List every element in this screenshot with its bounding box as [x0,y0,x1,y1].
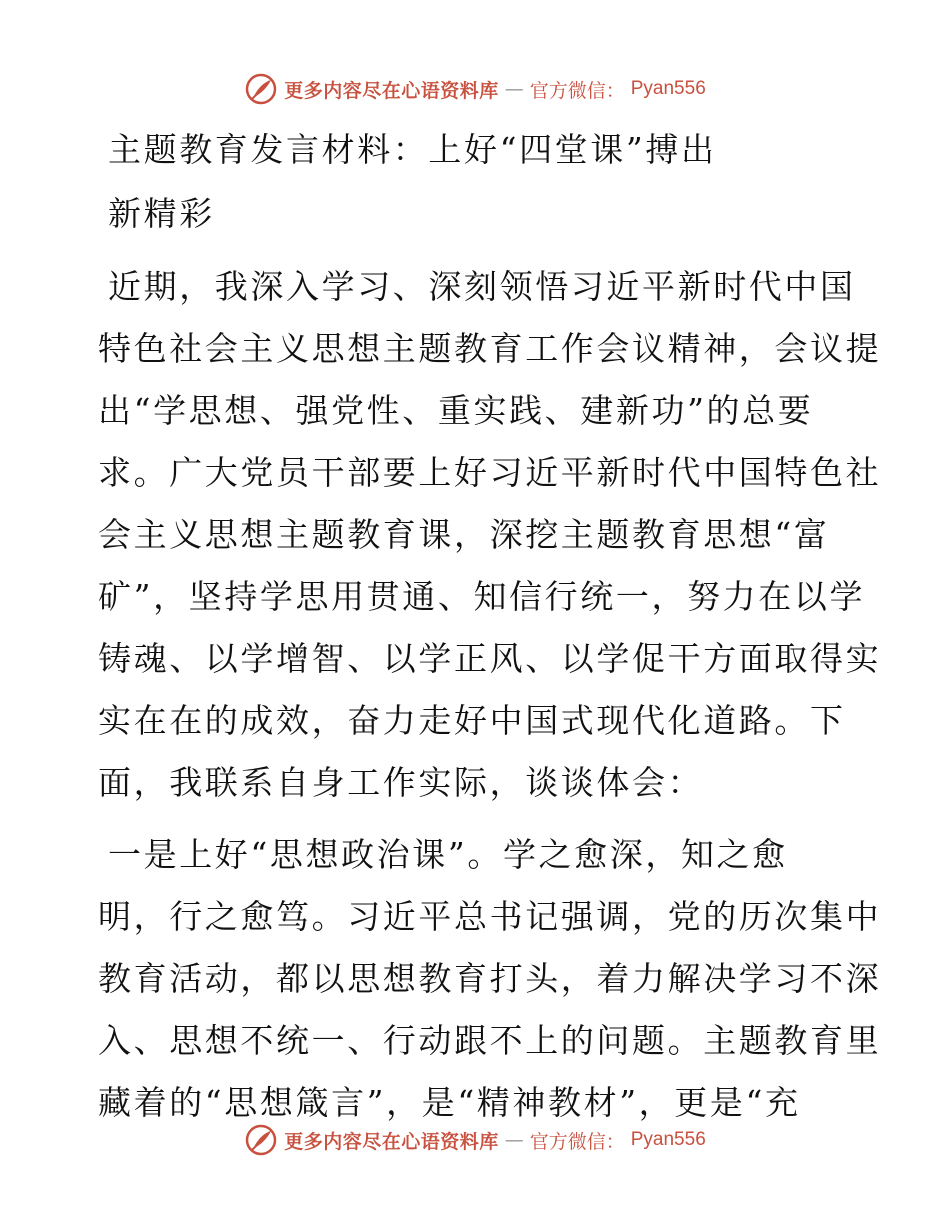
p1-line: 实在在的成效，奋力走好中国式现代化道路。下 [98,701,846,740]
p1-line: 铸魂、以学增智、以学正风、以学促干方面取得实 [98,639,882,678]
p1-line: 近期，我深入学习、深刻领悟习近平新时代中国 [108,267,856,306]
banner-wechat-label: 官方微信： [529,1130,625,1153]
quill-logo-icon [244,72,278,106]
p2-line: 藏着的“思想箴言”，是“精神教材”，更是“充 [98,1083,801,1122]
banner-wechat-label: 官方微信： [529,79,625,102]
p2-line: 入、思想不统一、行动跟不上的问题。主题教育里 [98,1021,882,1060]
p1-line: 出“学思想、强党性、重实践、建新功”的总要 [98,391,814,430]
footer-banner [0,1123,950,1157]
banner-separator: — [504,1129,524,1151]
p2-line: 教育活动，都以思想教育打头，着力解决学习不深 [98,959,882,998]
p1-line: 会主义思想主题教育课，深挖主题教育思想“富 [98,515,830,554]
banner-separator: — [504,78,524,100]
doc-title-line-1: 主题教育发言材料：上好“四堂课”搏出 [108,130,717,169]
p2-line: 明，行之愈笃。习近平总书记强调，党的历次集中 [98,897,882,936]
p1-line: 特色社会主义思想主题教育工作会议精神，会议提 [98,329,882,368]
paragraph-1 [98,256,882,814]
banner-brand: 更多内容尽在心语资料库 [284,79,499,102]
paragraph-2 [98,824,882,1134]
banner-wechat-id: Pyan556 [630,1129,706,1150]
p2-line: 一是上好“思想政治课”。学之愈深，知之愈 [108,835,788,874]
p1-line: 面，我联系自身工作实际，谈谈体会： [98,763,704,802]
doc-title-line-2: 新精彩 [108,194,215,233]
header-banner [0,72,950,106]
banner-wechat-id: Pyan556 [630,78,706,99]
quill-logo-icon [244,1123,278,1157]
document-body [98,118,882,1134]
p1-line: 矿”，坚持学思用贯通、知信行统一，努力在以学 [98,577,866,616]
banner-brand: 更多内容尽在心语资料库 [284,1130,499,1153]
p1-line: 求。广大党员干部要上好习近平新时代中国特色社 [98,453,882,492]
